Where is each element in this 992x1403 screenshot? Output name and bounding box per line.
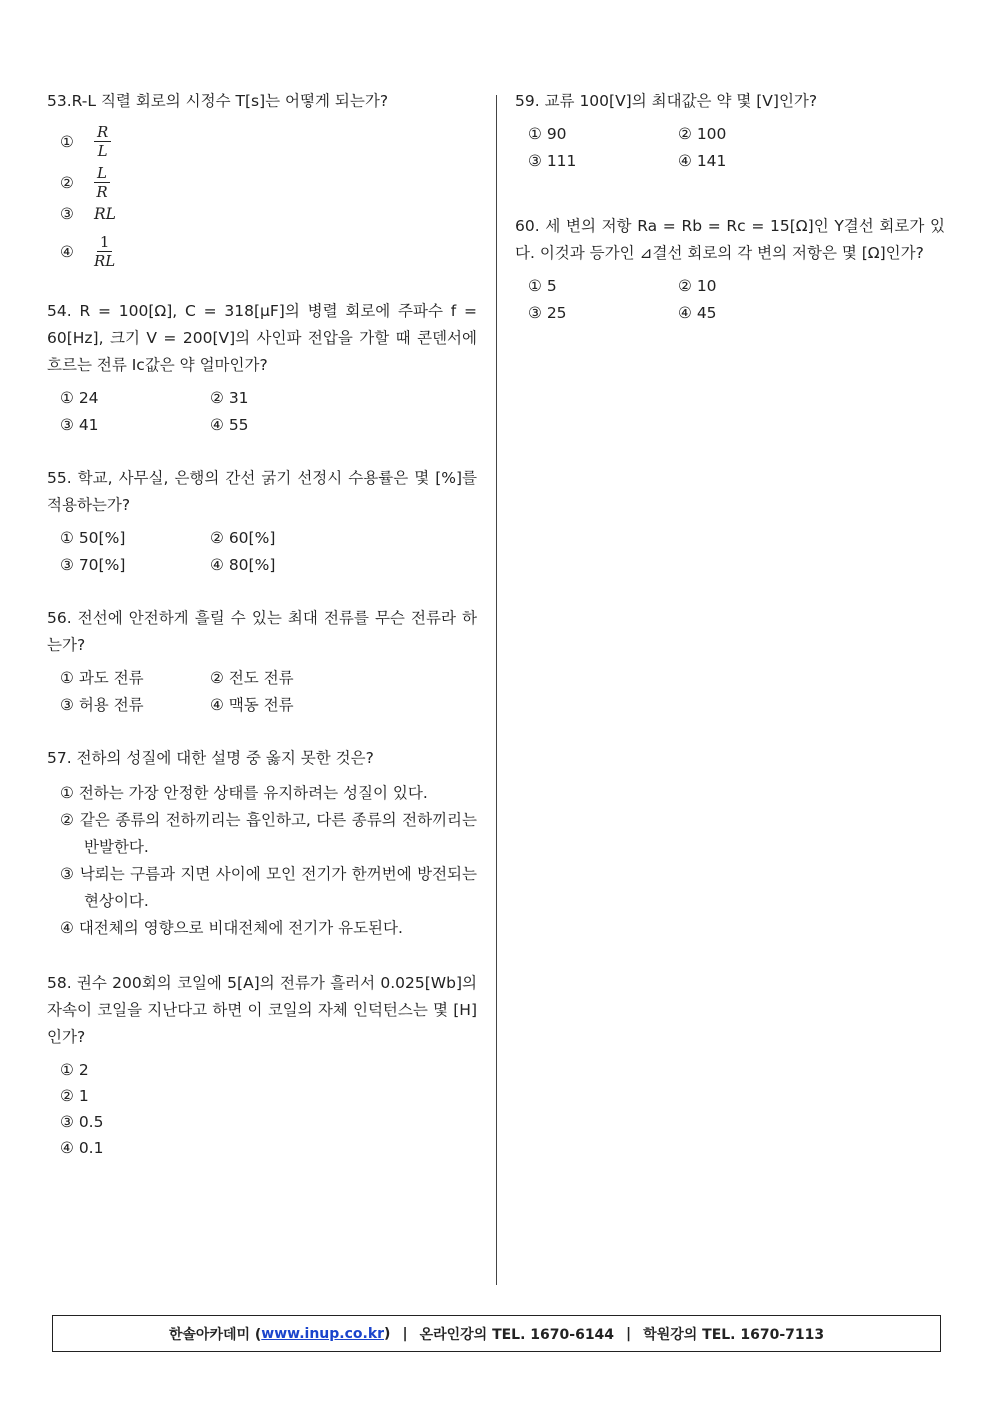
question-text: 60. 세 변의 저항 Ra = Rb = Rc = 15[Ω]인 Y결선 회로가 있다. 이것과 등가인 ⊿결선 회로의 각 변의 저항은 몇 [Ω]인가?: [515, 217, 945, 262]
option-2[interactable]: ② $\frac{L}{R}$: [60, 164, 477, 201]
online-phone: 온라인강의 TEL. 1670-6144: [419, 1326, 615, 1343]
academy-name: 한솔아카데미 (: [168, 1326, 262, 1343]
option-4[interactable]: ④ 대전체의 영향으로 비대전체에 전기가 유도된다.: [60, 919, 403, 937]
offline-phone: 학원강의 TEL. 1670-7113: [643, 1326, 825, 1343]
option-1[interactable]: ① 전하는 가장 안정한 상태를 유지하려는 성질이 있다.: [60, 784, 428, 802]
option-2[interactable]: ② 60[%]: [210, 529, 276, 547]
question-53: [47, 88, 477, 270]
academy-website-link[interactable]: www.inup.co.kr: [261, 1325, 385, 1342]
question-text: 56. 전선에 안전하게 흘릴 수 있는 최대 전류를 무슨 전류라 하는가?: [47, 609, 477, 654]
separator: |: [626, 1325, 632, 1342]
options: [47, 527, 477, 577]
option-3[interactable]: ③ 111: [528, 152, 577, 170]
option-1[interactable]: ① 90: [528, 125, 567, 143]
option-2[interactable]: ② 10: [678, 277, 717, 295]
footer-contact-box: [52, 1315, 941, 1352]
question-56: [47, 605, 477, 717]
question-text: 59. 교류 100[V]의 최대값은 약 몇 [V]인가?: [515, 92, 818, 110]
option-4[interactable]: ④ 맥동 전류: [210, 696, 294, 714]
question-text: 55. 학교, 사무실, 은행의 간선 굵기 선정시 수용률은 몇 [%]를 적용하는가?: [47, 469, 477, 514]
option-4[interactable]: ④ $\frac{1}{RL}$: [60, 233, 116, 270]
column-divider: [496, 95, 497, 1285]
option-2[interactable]: ② 1: [60, 1087, 89, 1105]
separator: |: [402, 1325, 408, 1342]
option-1[interactable]: ① 50[%]: [60, 529, 126, 547]
option-2[interactable]: ② 같은 종류의 전하끼리는 흡인하고, 다른 종류의 전하끼리는 반발한다.: [60, 811, 477, 856]
option-1[interactable]: ① 2: [60, 1061, 89, 1079]
question-57: [47, 745, 477, 942]
options: [47, 667, 477, 717]
question-text: 53.R-L 직렬 회로의 시정수 T[s]는 어떻게 되는가?: [47, 92, 389, 110]
fraction: $\frac{R}{L}$: [94, 123, 111, 160]
options: [515, 123, 945, 173]
fraction: $\frac{L}{R}$: [94, 164, 110, 201]
option-3[interactable]: ③ 25: [528, 304, 567, 322]
question-59: [515, 88, 945, 173]
option-3[interactable]: ③ 허용 전류: [60, 696, 144, 714]
option-4[interactable]: ④ 55: [210, 416, 249, 434]
question-60: [515, 213, 945, 325]
options: [47, 123, 477, 270]
options: [47, 1059, 477, 1160]
question-55: [47, 465, 477, 577]
option-3[interactable]: ③ 낙뢰는 구름과 지면 사이에 모인 전기가 한꺼번에 방전되는 현상이다.: [60, 865, 477, 910]
option-4[interactable]: ④ 0.1: [60, 1139, 104, 1157]
option-2[interactable]: ② 31: [210, 389, 249, 407]
option-1[interactable]: ① 5: [528, 277, 557, 295]
options: [515, 275, 945, 325]
fraction: $\frac{1}{RL}$: [94, 233, 116, 270]
question-text: 57. 전하의 성질에 대한 설명 중 옳지 못한 것은?: [47, 749, 374, 767]
option-3[interactable]: ③ 41: [60, 416, 99, 434]
left-column: [47, 88, 477, 1188]
options: [47, 387, 477, 437]
option-2[interactable]: ② 전도 전류: [210, 669, 294, 687]
option-3[interactable]: ③ RL: [60, 205, 116, 223]
question-text: 58. 권수 200회의 코일에 5[A]의 전류가 흘러서 0.025[Wb]의 자속이 코일을 지난다고 하면 이 코일의 자체 인덕턴스는 몇 [H]인가?: [47, 974, 477, 1046]
options: [47, 780, 477, 942]
option-4[interactable]: ④ 141: [678, 152, 727, 170]
question-54: [47, 298, 477, 437]
question-text: 54. R = 100[Ω], C = 318[μF]의 병렬 회로에 주파수 f = 60[Hz], 크기 V = 200[V]의 사인파 전압을 가할 때 콘덴서에 흐르는 전류 Ic값은 약 얼마인가?: [47, 302, 477, 374]
right-column: [515, 88, 945, 353]
option-1[interactable]: ① 24: [60, 389, 99, 407]
option-3[interactable]: ③ 0.5: [60, 1113, 104, 1131]
academy-name-close: ): [384, 1325, 391, 1342]
option-4[interactable]: ④ 45: [678, 304, 717, 322]
option-2[interactable]: ② 100: [678, 125, 727, 143]
option-3[interactable]: ③ 70[%]: [60, 556, 126, 574]
option-4[interactable]: ④ 80[%]: [210, 556, 276, 574]
option-1[interactable]: ① 과도 전류: [60, 669, 144, 687]
option-1[interactable]: ① $\frac{R}{L}$: [60, 123, 477, 160]
question-58: [47, 970, 477, 1160]
